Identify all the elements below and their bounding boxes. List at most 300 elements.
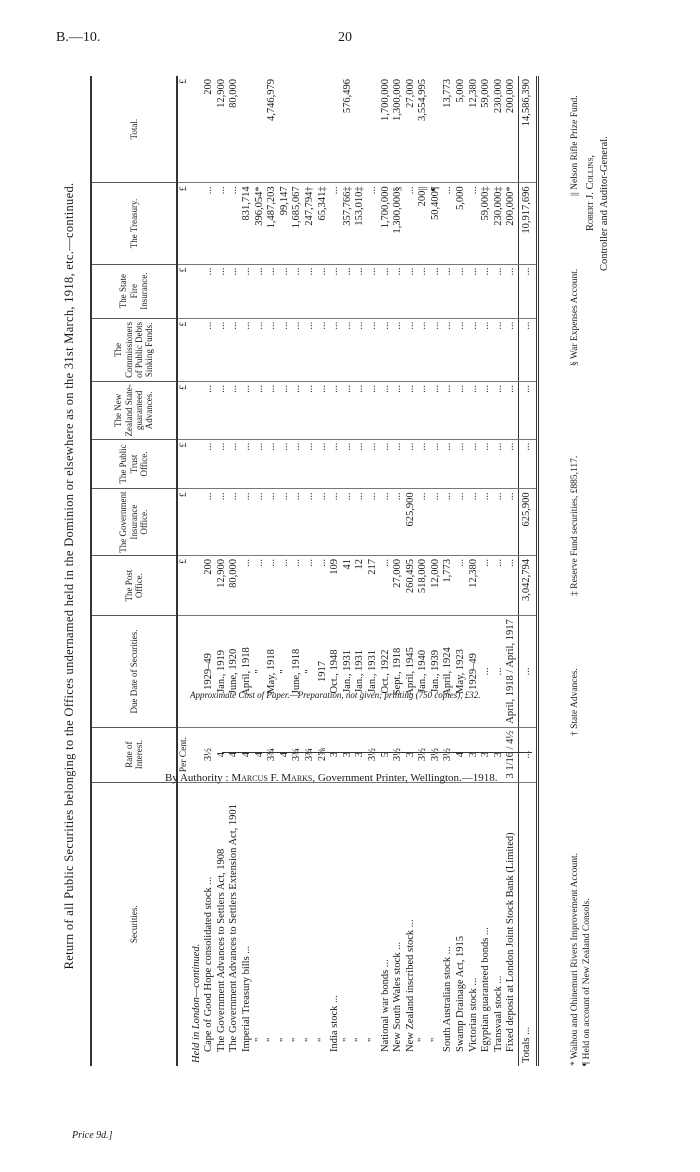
table-cell: The Government Advances to Settlers Extension Act, 1901: [228, 804, 240, 1052]
table-cell: ...: [203, 439, 216, 489]
table-cell: ...: [405, 264, 418, 318]
table-cell: 3: [493, 727, 506, 782]
table-cell: £: [177, 489, 191, 556]
table-cell: 3¾: [291, 727, 304, 782]
table-cell: ...: [254, 555, 267, 615]
table-cell: Egyptian guaranteed bonds ...: [480, 927, 492, 1052]
column-header: The New Zealand State-guaranteed Advances.: [91, 381, 177, 439]
table-cell: ...: [405, 183, 418, 264]
table-row: [216, 76, 229, 1066]
table-cell: ...: [241, 489, 254, 556]
footnote-reserve-fund: ‡ Reserve Fund securities, £885,117.: [570, 455, 580, 596]
table-cell: ...: [241, 439, 254, 489]
table-cell: April, 1918 / April, 1917: [505, 616, 518, 727]
table-cell: 12,000: [430, 555, 443, 615]
table-cell: ...: [442, 318, 455, 381]
table-cell: ...: [291, 381, 304, 439]
table-cell: ...: [455, 439, 468, 489]
table-cell: 576,496: [342, 76, 355, 183]
table-cell: ...: [468, 318, 481, 381]
table-cell: ...: [279, 489, 292, 556]
table-row: [279, 76, 292, 1066]
table-cell: 13,773: [442, 76, 455, 183]
table-cell: ...: [266, 381, 279, 439]
table-cell: ...: [228, 489, 241, 556]
table-cell: ...: [519, 439, 538, 489]
table-row: [354, 76, 367, 1066]
table-cell: ...: [430, 318, 443, 381]
table-cell: ": [254, 616, 267, 727]
table-cell: ...: [392, 264, 405, 318]
table-cell: ...: [480, 264, 493, 318]
table-cell: 3½: [367, 727, 380, 782]
table-cell: 518,000: [417, 555, 430, 615]
table-cell: 65,341‡: [317, 183, 330, 264]
table-cell: ...: [505, 489, 518, 556]
table-cell: [191, 555, 204, 615]
table-cell: ": [354, 1037, 366, 1042]
table-cell: [191, 76, 204, 183]
table-row: [455, 76, 468, 1066]
table-cell: ": [291, 1037, 303, 1042]
signature-name: Robert J. Collins,: [585, 154, 596, 231]
table-row: [442, 76, 455, 1066]
table-cell: May, 1918: [266, 616, 279, 727]
table-cell: ...: [254, 439, 267, 489]
table-cell: 3½: [417, 727, 430, 782]
table-cell: 3,554,995: [417, 76, 430, 183]
table-cell: ...: [216, 489, 229, 556]
price-note: Price 9d.]: [72, 1130, 113, 1141]
table-cell: 3 1/16 / 4½: [505, 727, 518, 782]
table-cell: ...: [228, 439, 241, 489]
table-cell: £: [177, 318, 191, 381]
table-cell: ...: [442, 264, 455, 318]
table-cell: ...: [228, 318, 241, 381]
table-cell: 1,773: [442, 555, 455, 615]
table-cell: ...: [493, 318, 506, 381]
table-cell: Imperial Treasury bills ...: [240, 945, 252, 1052]
table-cell: ...: [317, 264, 330, 318]
table-cell: ...: [405, 381, 418, 439]
table-cell: ...: [266, 489, 279, 556]
table-cell: June, 1920: [228, 616, 241, 727]
table-cell: 2⅝: [317, 727, 330, 782]
table-cell: 3½: [430, 727, 443, 782]
table-cell: ...: [405, 318, 418, 381]
table-cell: ...: [468, 489, 481, 556]
table-cell: ...: [380, 381, 393, 439]
table-body: [177, 76, 538, 1066]
column-header: The Post Office.: [91, 555, 177, 615]
table-cell: 260,495: [405, 555, 418, 615]
table-cell: 4: [241, 727, 254, 782]
table-cell: 1,300,000: [392, 76, 405, 183]
table-cell: ...: [480, 489, 493, 556]
table-cell: ...: [493, 555, 506, 615]
table-cell: 3¾: [304, 727, 317, 782]
table-cell: May, 1923: [455, 616, 468, 727]
table-cell: [304, 76, 317, 183]
footnote-rifle-prize: || Nelson Rifle Prize Fund.: [570, 95, 580, 196]
table-cell: 3: [480, 727, 493, 782]
table-cell: ...: [468, 264, 481, 318]
table-row: [468, 76, 481, 1066]
table-cell: ...: [367, 264, 380, 318]
table-cell: 200,000*: [505, 183, 518, 264]
table-cell: 12,900: [216, 555, 229, 615]
table-cell: 396,054*: [254, 183, 267, 264]
table-cell: 4: [216, 727, 229, 782]
signature-block: [584, 136, 612, 271]
column-header: The Commissioners of Public Debts Sinking Funds.: [91, 318, 177, 381]
printer-name: Marcus F. Marks,: [231, 772, 316, 784]
table-title: Return of all Public Securities belonging to the Offices undernamed held in the Dominion or elsewhere as on the 31st March, 1918, etc.—continued.: [62, 182, 76, 970]
table-cell: ...: [417, 318, 430, 381]
table-cell: ...: [329, 489, 342, 556]
table-cell: [191, 381, 204, 439]
table-cell: ...: [317, 439, 330, 489]
table-cell: ...: [493, 439, 506, 489]
table-cell: ...: [367, 489, 380, 556]
table-cell: £: [177, 264, 191, 318]
table-cell: New Zealand inscribed stock ...: [404, 919, 416, 1052]
table-cell: 3,042,794: [519, 555, 538, 615]
table-cell: 230,000‡: [493, 183, 506, 264]
table-cell: ...: [304, 381, 317, 439]
table-row: [266, 76, 279, 1066]
table-cell: 109: [329, 555, 342, 615]
table-cell: 5,000: [455, 76, 468, 183]
table-cell: [367, 76, 380, 183]
table-cell: ...: [380, 555, 393, 615]
table-cell: ...: [317, 381, 330, 439]
table-cell: ...: [216, 381, 229, 439]
table-cell: 1929–49: [203, 616, 216, 727]
table-cell: ...: [380, 489, 393, 556]
table-cell: 3½: [203, 727, 216, 782]
table-cell: ...: [380, 439, 393, 489]
table-row: [254, 76, 267, 1066]
unit-row: [177, 76, 191, 1066]
column-header: Rate of Interest.: [91, 727, 177, 782]
table-cell: ...: [216, 183, 229, 264]
table-cell: ...: [430, 439, 443, 489]
table-cell: 357,766‡: [342, 183, 355, 264]
table-cell: ...: [291, 555, 304, 615]
table-cell: ...: [241, 264, 254, 318]
table-cell: ...: [216, 439, 229, 489]
table-cell: ...: [455, 381, 468, 439]
table-cell: £: [177, 76, 191, 183]
table-cell: ...: [367, 381, 380, 439]
table-cell: ...: [468, 183, 481, 264]
authority-rest: Government Printer, Wellington.—1918.: [317, 772, 498, 784]
table-cell: 1,685,067: [291, 183, 304, 264]
table-cell: ...: [254, 264, 267, 318]
table-cell: ...: [480, 616, 493, 727]
table-cell: ...: [493, 381, 506, 439]
table-cell: 1,700,000: [380, 76, 393, 183]
column-header: The Treasury.: [91, 183, 177, 264]
securities-table: [90, 76, 539, 1066]
table-cell: ...: [304, 555, 317, 615]
table-cell: ...: [455, 318, 468, 381]
table-cell: ...: [304, 264, 317, 318]
table-cell: 153,010‡: [354, 183, 367, 264]
table-row: [480, 76, 493, 1066]
table-cell: ...: [228, 264, 241, 318]
table-cell: 10,917,696: [519, 183, 538, 264]
table-row: [304, 76, 317, 1066]
table-cell: ...: [455, 264, 468, 318]
document-ref: B.—10.: [56, 30, 101, 45]
table-cell: ...: [216, 264, 229, 318]
table-cell: £: [177, 183, 191, 264]
table-cell: 4: [228, 727, 241, 782]
authority-line: [165, 772, 498, 784]
table-cell: ": [304, 616, 317, 727]
column-header: Total.: [91, 76, 177, 183]
table-cell: ...: [505, 555, 518, 615]
table-cell: ...: [354, 381, 367, 439]
table-cell: 625,900: [519, 489, 538, 556]
table-cell: ...: [354, 318, 367, 381]
rotated-table-region: [62, 66, 642, 1066]
table-cell: Transvaal stock ...: [492, 975, 504, 1052]
table-cell: ...: [241, 318, 254, 381]
table-cell: ...: [279, 555, 292, 615]
table-cell: April, 1918: [241, 616, 254, 727]
table-cell: ...: [505, 381, 518, 439]
table-cell: ...: [417, 439, 430, 489]
table-cell: Sept., 1918: [392, 616, 405, 727]
table-cell: ...: [468, 439, 481, 489]
table-cell: ...: [228, 381, 241, 439]
table-cell: April, 1924: [442, 616, 455, 727]
table-cell: Victorian stock ...: [467, 977, 479, 1052]
table-row: [392, 76, 405, 1066]
table-row: [505, 76, 518, 1066]
table-cell: 230,000: [493, 76, 506, 183]
table-cell: Jan., 1931: [367, 616, 380, 727]
table-cell: ...: [493, 264, 506, 318]
table-cell: 12,380: [468, 555, 481, 615]
table-row: [380, 76, 393, 1066]
table-cell: Swamp Drainage Act, 1915: [455, 935, 467, 1052]
table-cell: 3¾: [266, 727, 279, 782]
table-cell: 3: [329, 727, 342, 782]
table-cell: Jan., 1931: [342, 616, 355, 727]
table-row: [430, 76, 443, 1066]
table-cell: June, 1918: [291, 616, 304, 727]
table-cell: 80,000: [228, 555, 241, 615]
table-cell: ...: [291, 264, 304, 318]
table-cell: 4: [279, 727, 292, 782]
table-cell: ...: [329, 264, 342, 318]
table-cell: 3: [342, 727, 355, 782]
table-cell: [317, 76, 330, 183]
header-row: [91, 76, 177, 1066]
table-cell: ": [429, 1037, 441, 1042]
table-cell: ...: [380, 318, 393, 381]
table-cell: Jan., 1931: [354, 616, 367, 727]
table-cell: National war bonds ...: [379, 959, 391, 1052]
table-row: [291, 76, 304, 1066]
table-cell: 4: [254, 727, 267, 782]
table-cell: ...: [266, 439, 279, 489]
table-cell: ...: [354, 489, 367, 556]
table-cell: ...: [329, 381, 342, 439]
table-cell: 3: [405, 727, 418, 782]
table-cell: 50,400¶: [430, 183, 443, 264]
table-cell: ...: [442, 439, 455, 489]
table-cell: ...: [304, 318, 317, 381]
table-cell: ...: [455, 555, 468, 615]
table-cell: ...: [304, 489, 317, 556]
table-cell: ": [417, 1037, 429, 1042]
table-cell: 831,714: [241, 183, 254, 264]
column-header: The Government Insurance Office.: [91, 489, 177, 556]
table-cell: ": [278, 1037, 290, 1042]
table-cell: ...: [367, 439, 380, 489]
table-cell: 4: [455, 727, 468, 782]
table-cell: 200: [203, 555, 216, 615]
table-cell: ...: [505, 318, 518, 381]
table-cell: 1,700,000: [380, 183, 393, 264]
table-cell: 1929–49: [468, 616, 481, 727]
table-cell: Oct., 1948: [329, 616, 342, 727]
table-cell: 1,487,203: [266, 183, 279, 264]
table-row: [241, 76, 254, 1066]
table-cell: ...: [480, 381, 493, 439]
table-cell: 12,380: [468, 76, 481, 183]
table-cell: ...: [266, 318, 279, 381]
table-row: [405, 76, 418, 1066]
table-row: [203, 76, 216, 1066]
table-cell: ...: [342, 264, 355, 318]
table-row: [329, 76, 342, 1066]
footnote-consols: ¶ Held on account of New Zealand Consols.: [582, 898, 592, 1066]
table-cell: ...: [442, 381, 455, 439]
table-cell: 59,000‡: [480, 183, 493, 264]
table-cell: Jan., 1919: [216, 616, 229, 727]
table-cell: Held in London—continued.: [190, 943, 202, 1063]
table-cell: [177, 782, 191, 1066]
table-cell: 1917: [317, 616, 330, 727]
table-cell: ...: [392, 439, 405, 489]
table-cell: 200,000: [505, 76, 518, 183]
table-cell: Jan., 1939: [430, 616, 443, 727]
table-cell: ...: [329, 183, 342, 264]
table-cell: ...: [417, 381, 430, 439]
table-cell: ...: [203, 318, 216, 381]
table-cell: ...: [203, 381, 216, 439]
table-cell: ...: [455, 489, 468, 556]
table-cell: 625,900: [405, 489, 418, 556]
table-cell: ...: [254, 318, 267, 381]
table-cell: ...: [241, 555, 254, 615]
table-cell: ...: [493, 616, 506, 727]
table-cell: ...: [442, 183, 455, 264]
table-cell: ...: [417, 264, 430, 318]
footnote-state-advances: † State Advances.: [570, 668, 580, 736]
column-header: The State Fire Insurance.: [91, 264, 177, 318]
table-cell: ...: [392, 318, 405, 381]
table-row: [317, 76, 330, 1066]
table-cell: 41: [342, 555, 355, 615]
table-cell: ...: [266, 555, 279, 615]
table-cell: ...: [342, 318, 355, 381]
page-number: 20: [338, 30, 352, 45]
table-cell: ...: [203, 183, 216, 264]
table-cell: [191, 264, 204, 318]
table-cell: 247,794†: [304, 183, 317, 264]
table-cell: Oct., 1922: [380, 616, 393, 727]
table-row: [191, 76, 204, 1066]
table-cell: ...: [367, 183, 380, 264]
column-header: Securities.: [91, 782, 177, 1066]
table-cell: £: [177, 555, 191, 615]
table-cell: ...: [203, 264, 216, 318]
table-cell: ...: [380, 264, 393, 318]
table-cell: 5: [380, 727, 393, 782]
table-cell: [177, 616, 191, 727]
table-cell: The Government Advances to Settlers Act, 1908: [215, 848, 227, 1052]
table-cell: 217: [367, 555, 380, 615]
table-cell: ...: [480, 555, 493, 615]
table-cell: £: [177, 381, 191, 439]
table-cell: ...: [279, 318, 292, 381]
table-cell: 80,000: [228, 76, 241, 183]
table-cell: ...: [354, 439, 367, 489]
table-cell: ...: [304, 439, 317, 489]
table-row: [493, 76, 506, 1066]
table-cell: 3½: [392, 727, 405, 782]
table-cell: ...: [417, 489, 430, 556]
table-cell: 12,900: [216, 76, 229, 183]
table-cell: ...: [392, 381, 405, 439]
table-cell: ...: [342, 439, 355, 489]
table-cell: ...: [254, 489, 267, 556]
table-cell: ...: [266, 264, 279, 318]
table-cell: 5,000: [455, 183, 468, 264]
table-cell: ": [266, 1037, 278, 1042]
table-cell: ": [341, 1037, 353, 1042]
table-cell: ": [253, 1037, 265, 1042]
table-cell: 27,000: [405, 76, 418, 183]
table-cell: £: [177, 439, 191, 489]
table-cell: [329, 76, 342, 183]
authority-prefix: By Authority :: [165, 772, 229, 784]
table-cell: 59,000: [480, 76, 493, 183]
table-cell: ...: [392, 489, 405, 556]
table-cell: ...: [216, 318, 229, 381]
table-cell: ...: [342, 381, 355, 439]
table-cell: 3: [354, 727, 367, 782]
table-cell: ...: [203, 489, 216, 556]
table-cell: 99,147: [279, 183, 292, 264]
table-cell: April, 1945: [405, 616, 418, 727]
table-cell: ": [279, 616, 292, 727]
column-header: The Public Trust Office.: [91, 439, 177, 489]
table-cell: ...: [505, 264, 518, 318]
table-cell: 3: [468, 727, 481, 782]
table-cell: [354, 76, 367, 183]
table-cell: ...: [291, 489, 304, 556]
table-cell: [241, 76, 254, 183]
totals-row: [519, 76, 538, 1066]
